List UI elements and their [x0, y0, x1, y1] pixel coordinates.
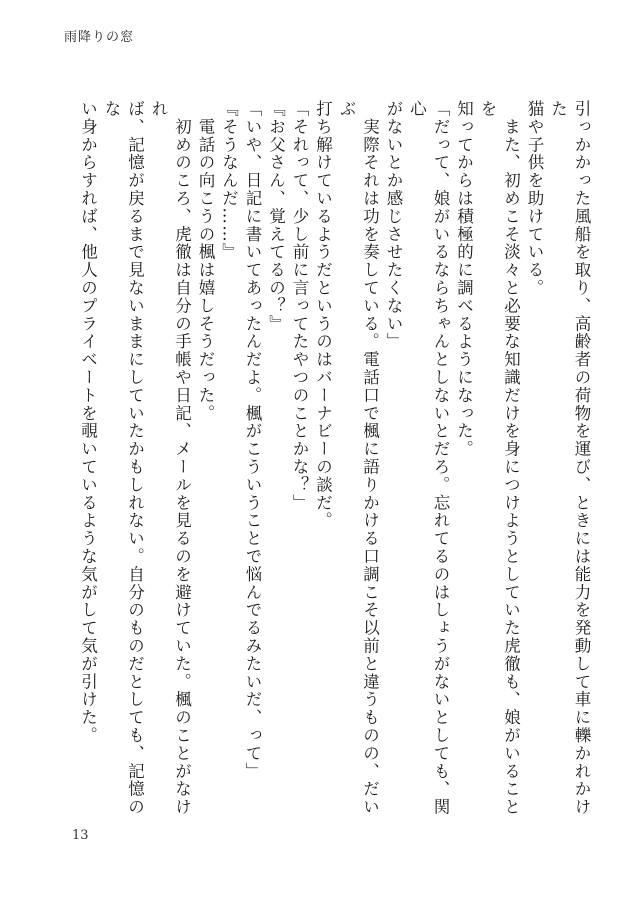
vertical-text [76, 100, 593, 828]
text-line: 知ってからは積極的に調べるようになった。 [454, 100, 474, 458]
text-line: 猫や子供を助けている。 [525, 100, 544, 297]
text-line: 「いや、日記に書いてあったんだよ。楓がこういうことで悩んでるみたいだ、って」 [243, 100, 262, 781]
text-line: 初めのころ、虎徹は自分の手帳や日記、メールを見るのを避けていた。楓のことがなけれ [149, 100, 192, 816]
text-line: 引っかかった風船を取り、高齢者の荷物を運び、ときには能力を発動して車に轢かれかけた [548, 100, 591, 816]
text-line: 『お父さん、覚えてるの？』 [266, 100, 286, 333]
text-line: ば、記憶が戻るまで見ないままにしていたかもしれない。自分のものだとしても、記憶のな [102, 100, 145, 816]
text-line: がないとか感じさせたくない」 [384, 100, 403, 351]
body-text-block [76, 100, 591, 828]
running-head-title: 雨降りの窓 [64, 30, 135, 45]
text-line: また、初めこそ淡々と必要な知識だけを身につけようとしていた虎徹も、娘がいることを [478, 100, 521, 816]
text-line: 「だって、娘がいるならちゃんとしないとだろ。忘れてるのはしょうがないとしても、関心 [407, 100, 450, 816]
text-line: 「それって、少し前に言ってたやつのことかな？」 [290, 100, 309, 512]
text-line: 電話の向こうの楓は嬉しそうだった。 [196, 100, 215, 423]
text-line: い身からすれば、他人のプライベートを覗いているような気がして気が引けた。 [78, 100, 98, 745]
page-number: 13 [72, 828, 89, 843]
text-line: 『そうなんだ……』 [219, 100, 239, 262]
text-line: 打ち解けているようだというのはバーナビーの談だ。 [313, 100, 333, 530]
text-line: 実際それは功を奏している。電話口で楓に語りかける口調こそ以前と違うものの、だいぶ [337, 100, 380, 816]
